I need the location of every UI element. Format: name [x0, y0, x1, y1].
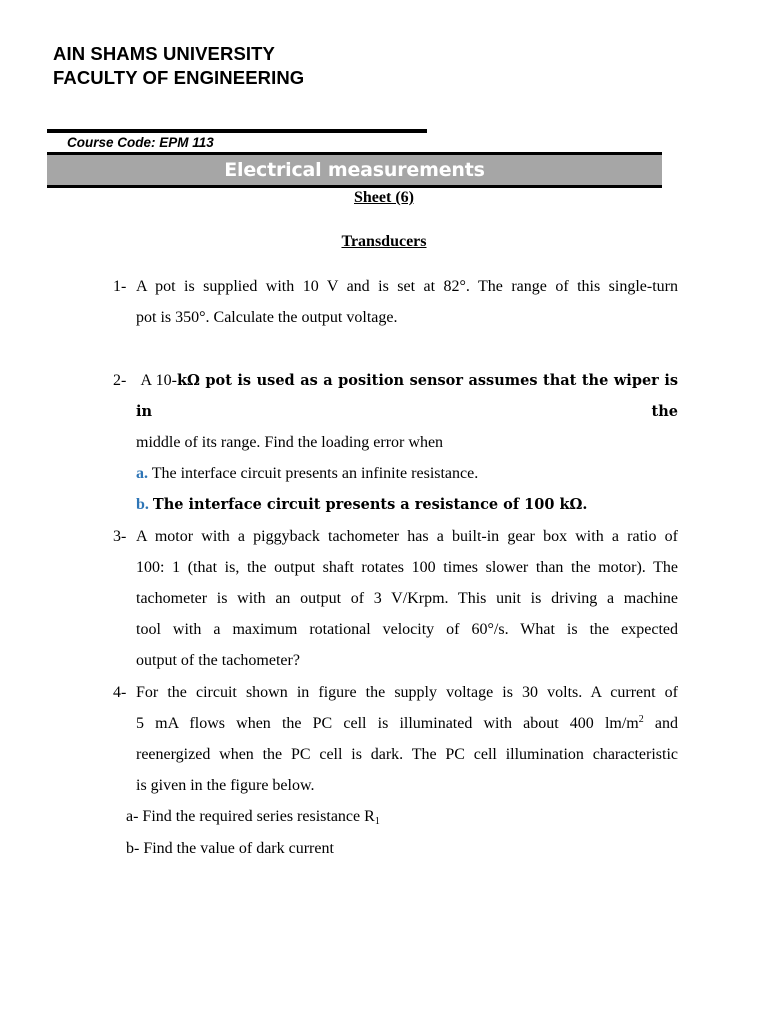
question-text-line	[136, 365, 678, 427]
question-4-part-b: b- Find the value of dark current	[126, 840, 334, 857]
question-text-line: A pot is supplied with 10 V and is set at 82°. The range of this single-turn	[136, 278, 678, 295]
subscript: 1	[374, 816, 380, 827]
question-text-line: output of the tachometer?	[136, 652, 300, 669]
question-text-line	[136, 708, 678, 739]
question-text-line: pot is 350°. Calculate the output voltage.	[136, 309, 398, 326]
question-number: 1-	[113, 278, 127, 295]
banner-bottom-rule	[47, 185, 662, 188]
question-3	[113, 521, 678, 676]
part-letter: a.	[136, 465, 148, 482]
question-part-b	[136, 489, 678, 520]
part-text: a- Find the required series resistance R	[126, 808, 375, 825]
question-text-line: middle of its range. Find the loading error when	[136, 434, 444, 451]
question-number: 4-	[113, 684, 127, 701]
part-text: The interface circuit presents an infinite resistance.	[151, 465, 479, 482]
course-title: Electrical measurements	[224, 159, 485, 181]
question-text-line: tool with a maximum rotational velocity of 60°/s. What is the expected	[136, 621, 678, 638]
question-text-line: A motor with a piggyback tachometer has a built-in gear box with a ratio of	[136, 528, 678, 545]
question-4	[113, 677, 678, 801]
course-code: Course Code: EPM 113	[67, 135, 214, 150]
top-rule	[47, 129, 427, 133]
question-text-line: 100: 1 (that is, the output shaft rotates 100 times slower than the motor). The	[136, 559, 678, 576]
question-part-a	[136, 458, 678, 489]
sheet-title: Sheet (6)	[354, 189, 414, 206]
question-number: 2-	[113, 372, 127, 389]
question-number: 3-	[113, 528, 127, 545]
question-text-bold: kΩ pot is used as a position sensor assumes that the wiper is in the	[136, 372, 679, 420]
question-2	[113, 365, 678, 520]
university-name: AIN SHAMS UNIVERSITY	[53, 43, 275, 64]
question-text-segment: 5 mA flows when the PC cell is illuminated with about 400 lm/m	[136, 715, 639, 732]
question-text-prefix: A 10-	[140, 372, 177, 389]
question-4-part-a	[126, 801, 380, 833]
university-header	[53, 42, 304, 90]
part-letter: b.	[136, 496, 149, 513]
course-title-banner	[47, 155, 662, 185]
part-text: The interface circuit presents a resistance of 100 kΩ.	[152, 496, 588, 513]
faculty-name: FACULTY OF ENGINEERING	[53, 67, 305, 88]
question-1	[113, 271, 678, 333]
question-text-line: reenergized when the PC cell is dark. The PC cell illumination characteristic	[136, 746, 678, 763]
question-text-line: is given in the figure below.	[136, 777, 315, 794]
question-text-segment: and	[643, 715, 678, 732]
question-text-line: For the circuit shown in figure the supply voltage is 30 volts. A current of	[136, 684, 678, 701]
topic-title: Transducers	[341, 233, 427, 250]
superscript: 2	[638, 714, 644, 725]
question-text-line: tachometer is with an output of 3 V/Krpm. This unit is driving a machine	[136, 590, 678, 607]
